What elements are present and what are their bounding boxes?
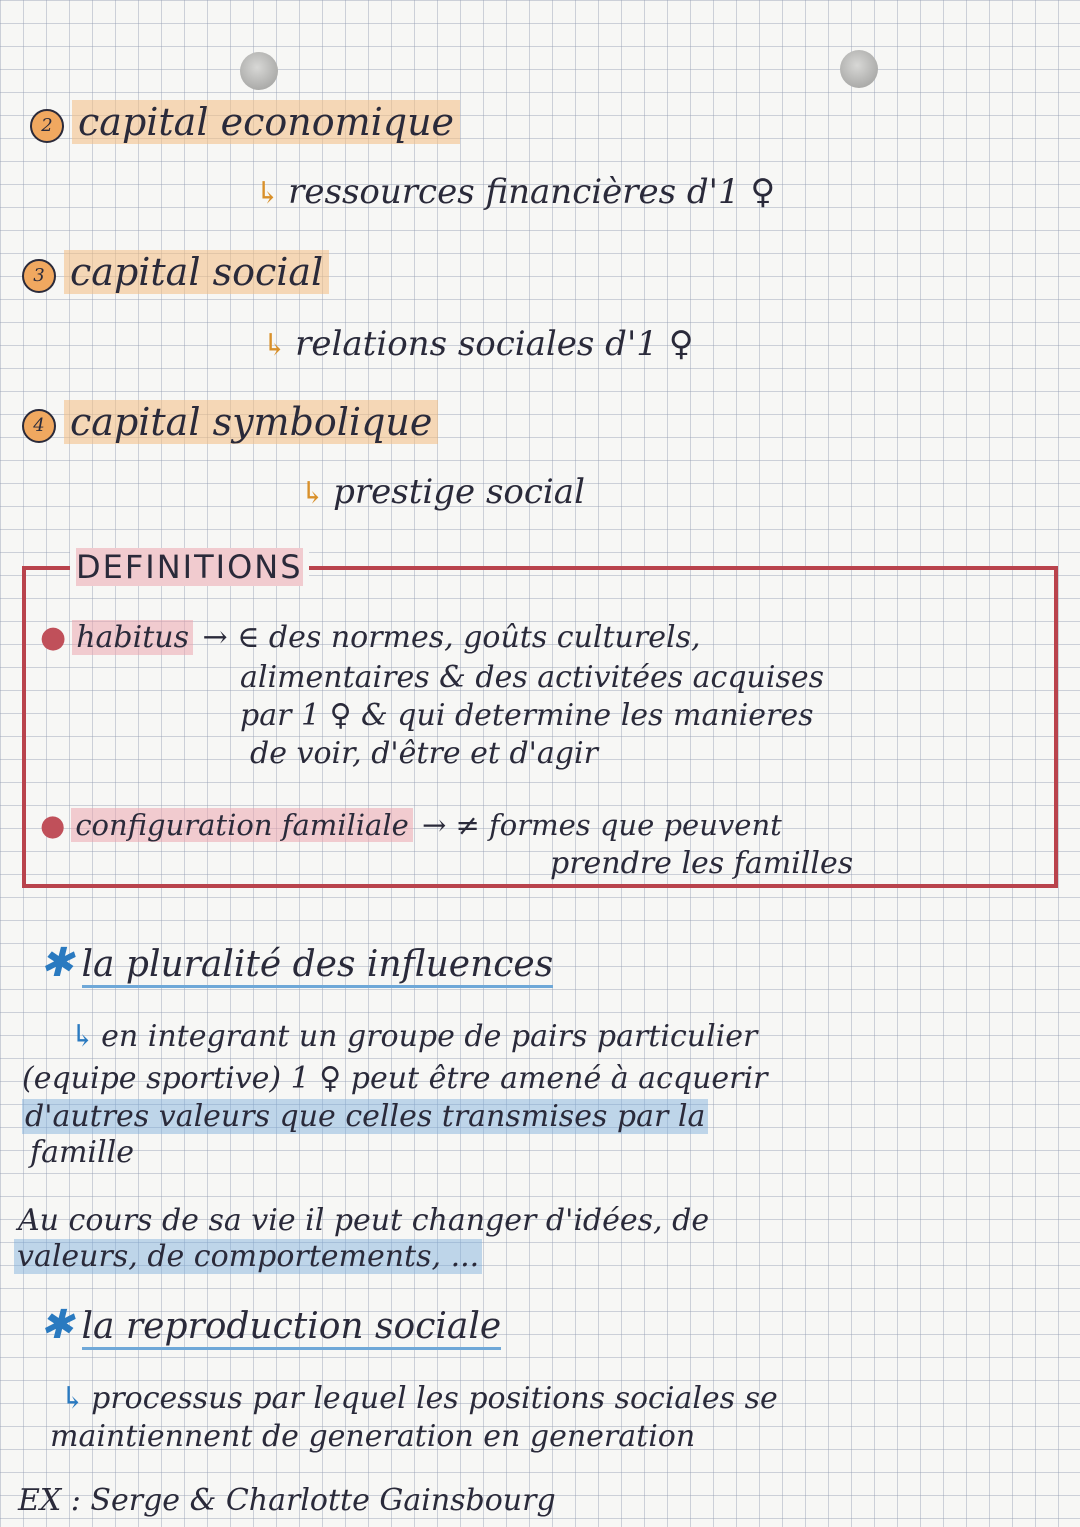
pluralite-line-3: d'autres valeurs que celles transmises par la <box>22 1100 708 1134</box>
star-icon: ✱ <box>40 940 74 986</box>
arrow-icon: ↳ <box>300 476 326 511</box>
capital-desc-2: ↳ ressources financières d'1 ♀ <box>255 172 776 212</box>
config-line-2: prendre les familles <box>550 846 854 881</box>
reproduction-line-2: maintiennent de generation en generation <box>50 1419 696 1454</box>
habitus-line-2: alimentaires & des activitées acquises <box>240 660 825 695</box>
pluralite-heading: ✱ la pluralité des influences <box>40 940 554 986</box>
arrow-icon: ↳ <box>60 1381 86 1416</box>
arrow-icon: ↳ <box>262 328 288 363</box>
config-term: configuration familiale <box>71 808 412 842</box>
capital-heading-2 <box>30 100 460 144</box>
config-line-1: ● configuration familiale → ≠ formes que peuvent <box>40 808 782 842</box>
definitions-title: DEFINITIONS <box>70 548 309 586</box>
capital-desc-4: ↳ prestige social <box>300 472 585 512</box>
pluralite-line-4: famille <box>30 1135 134 1170</box>
binder-hole-right <box>840 50 878 88</box>
pluralite-extra-1: Au cours de sa vie il peut changer d'idées, de <box>18 1203 710 1238</box>
capital-label: capital symbolique <box>64 400 438 444</box>
arrow-icon: ↳ <box>255 176 281 211</box>
capital-heading-3 <box>22 250 329 294</box>
bullet-icon: ● <box>40 808 66 842</box>
capital-heading-4 <box>22 400 438 444</box>
capital-label: capital economique <box>72 100 460 144</box>
pluralite-extra-2: valeurs, de comportements, ... <box>14 1240 482 1274</box>
pluralite-line-1: ↳ en integrant un groupe de pairs particulier <box>70 1019 758 1054</box>
number-badge: 3 <box>22 259 56 293</box>
habitus-line-3: par 1 ♀ & qui determine les manieres <box>240 698 814 733</box>
example-line: EX : Serge & Charlotte Gainsbourg <box>18 1483 556 1518</box>
reproduction-line-1: ↳ processus par lequel les positions sociales se <box>60 1381 778 1416</box>
habitus-line-1: ● habitus → ∈ des normes, goûts culturels, <box>40 620 701 655</box>
binder-hole-left <box>240 52 278 90</box>
capital-label: capital social <box>64 250 329 294</box>
number-badge: 2 <box>30 109 64 143</box>
capital-desc-3: ↳ relations sociales d'1 ♀ <box>262 324 694 364</box>
reproduction-heading: ✱ la reproduction sociale <box>40 1302 502 1348</box>
habitus-term: habitus <box>72 620 193 655</box>
pluralite-line-2: (equipe sportive) 1 ♀ peut être amené à acquerir <box>22 1061 768 1096</box>
habitus-line-4: de voir, d'être et d'agir <box>250 736 598 771</box>
number-badge: 4 <box>22 409 56 443</box>
bullet-icon: ● <box>40 620 67 655</box>
arrow-icon: ↳ <box>70 1019 96 1054</box>
star-icon: ✱ <box>40 1302 74 1348</box>
